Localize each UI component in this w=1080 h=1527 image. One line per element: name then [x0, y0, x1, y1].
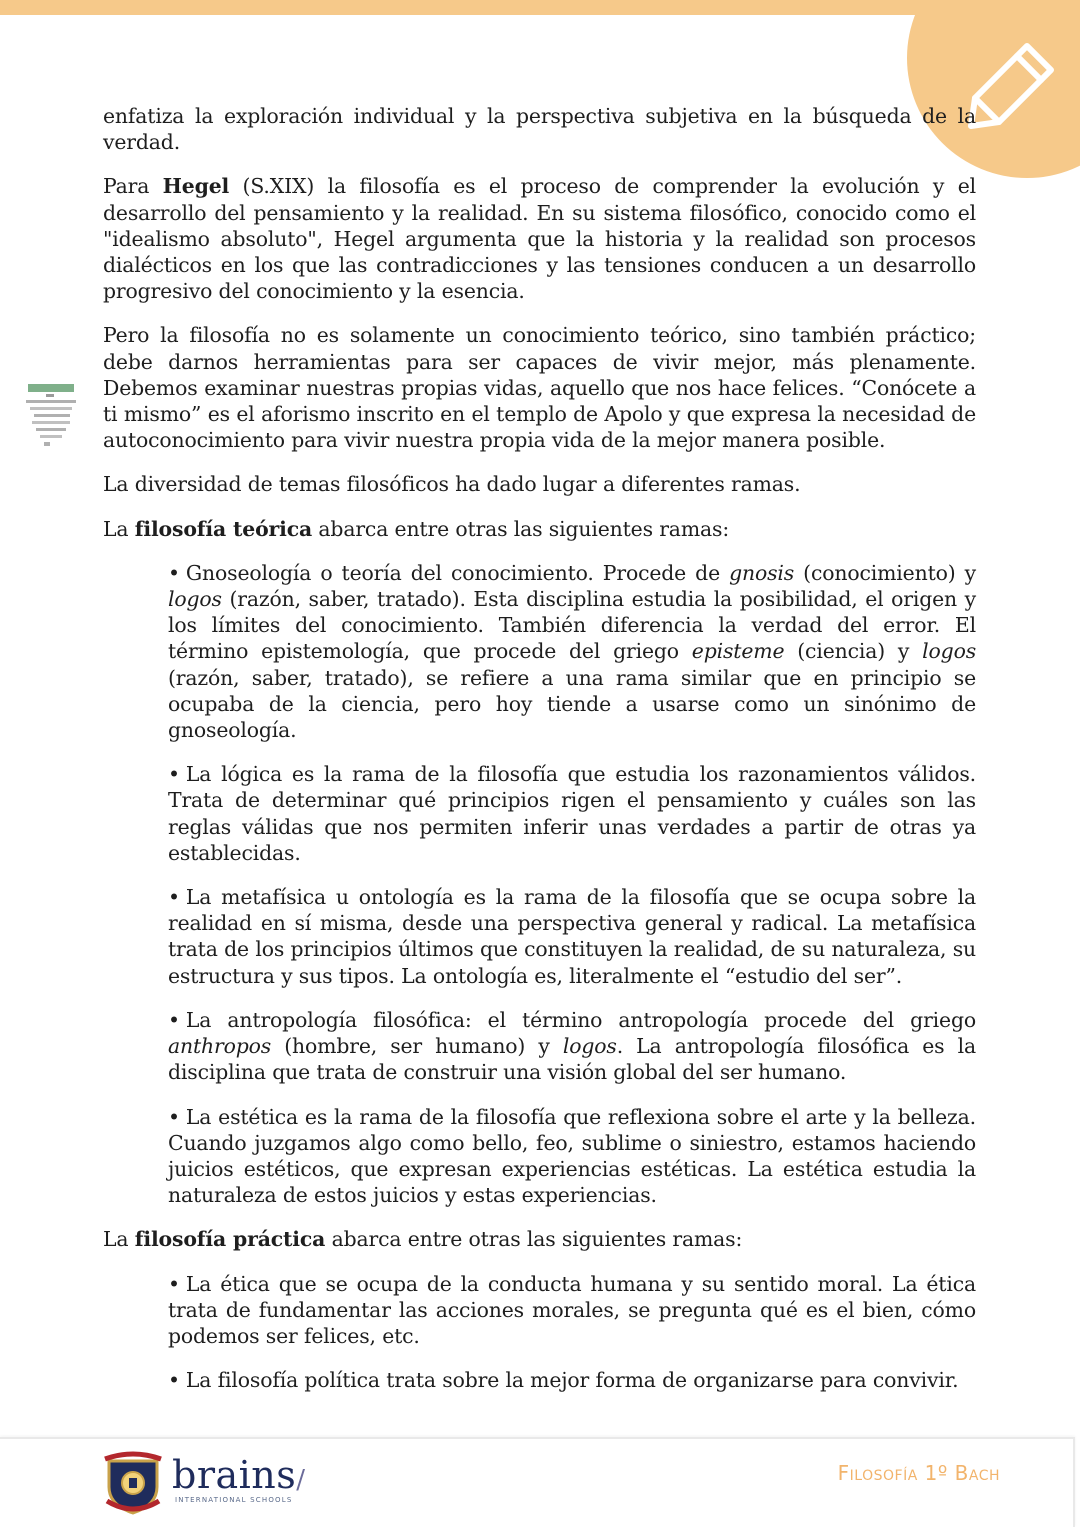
page-content	[103, 103, 976, 1411]
brand-subtitle: INTERNATIONAL SCHOOLS	[175, 1496, 293, 1504]
list-item-etica: • La ética que se ocupa de la conducta humana y su sentido moral. La ética trata de fundamentar las acciones morales, se pregunta qué es el bien, cómo podemos ser felices, etc.	[168, 1271, 976, 1348]
list-item-politica: • La filosofía política trata sobre la mejor forma de organizarse para convivir.	[168, 1368, 959, 1393]
paragraph-hegel: Para Hegel (S.XIX) la filosofía es el proceso de comprender la evolución y el desarrollo del pensamiento y la realidad. En su sistema filosófico, conocido como el "idealismo absoluto", Hegel argumenta que la historia y la realidad son procesos dialécticos en los que las contradicciones y las tensiones conducen a un desarrollo progresivo del conocimiento y la esencia.	[103, 174, 976, 304]
list-item-estetica: • La estética es la rama de la filosofía que reflexiona sobre el arte y la belleza. Cuando juzgamos algo como bello, feo, sublime o siniestro, estamos haciendo juicios estéticos, que expresan experiencias estéticas. La estética estudia la naturaleza de estos juicios y estas experiencias.	[168, 1104, 976, 1208]
list-item-antropologia: • La antropología filosófica: el término antropología procede del griego anthropos (hombre, ser humano) y logos. La antropología filosófica es la disciplina que trata de construir una visión global del ser humano.	[168, 1007, 976, 1085]
brand-name: brains/	[172, 1453, 306, 1497]
heading-filosofia-practica: La filosofía práctica abarca entre otras las siguientes ramas:	[103, 1227, 743, 1252]
qr-code	[18, 380, 84, 450]
paragraph-practica: Pero la filosofía no es solamente un conocimiento teórico, sino también práctico; debe darnos herramientas para ser capaces de vivir mejor, más plenamente. Debemos examinar nuestras propias vidas, aquello que nos hace felices. “Conócete a ti mismo” es el aforismo inscrito en el templo de Apolo y que expresa la necesidad de autoconocimiento para vivir nuestra propia vida de la mejor manera posible.	[103, 323, 976, 453]
school-crest-logo	[103, 1451, 163, 1515]
paragraph-intro: enfatiza la exploración individual y la perspectiva subjetiva en la búsqueda de la verdad.	[103, 104, 976, 155]
heading-filosofia-teorica: La filosofía teórica abarca entre otras las siguientes ramas:	[103, 516, 730, 541]
course-label: Filosofía 1º Bach	[837, 1461, 1000, 1485]
list-item-logica: • La lógica es la rama de la filosofía que estudia los razonamientos válidos. Trata de determinar qué principios rigen el pensamiento y cuáles son las reglas válidas que nos permiten inferir unas verdades a partir de otras ya establecidas.	[168, 762, 976, 865]
page-footer	[0, 1437, 1075, 1527]
list-item-metafisica: • La metafísica u ontología es la rama de la filosofía que se ocupa sobre la realidad en sí misma, desde una perspectiva general y radical. La metafísica trata de los principios últimos que constituyen la realidad, de su naturaleza, su estructura y sus tipos. La ontología es, literalmente el “estudio del ser”.	[168, 885, 976, 988]
list-item-gnoseologia: • Gnoseología o teoría del conocimiento. Procede de gnosis (conocimiento) y logos (razón, saber, tratado). Esta disciplina estudia la posibilidad, el origen y los límites del conocimiento. También diferencia la verdad del error. El término epistemología, que procede del griego episteme (ciencia) y logos (razón, saber, tratado), se refiere a una rama similar que en principio se ocupaba de la ciencia, pero hoy tiende a usarse como un sinónimo de gnoseología.	[168, 560, 977, 743]
paragraph-diversidad: La diversidad de temas filosóficos ha dado lugar a diferentes ramas.	[103, 472, 801, 497]
